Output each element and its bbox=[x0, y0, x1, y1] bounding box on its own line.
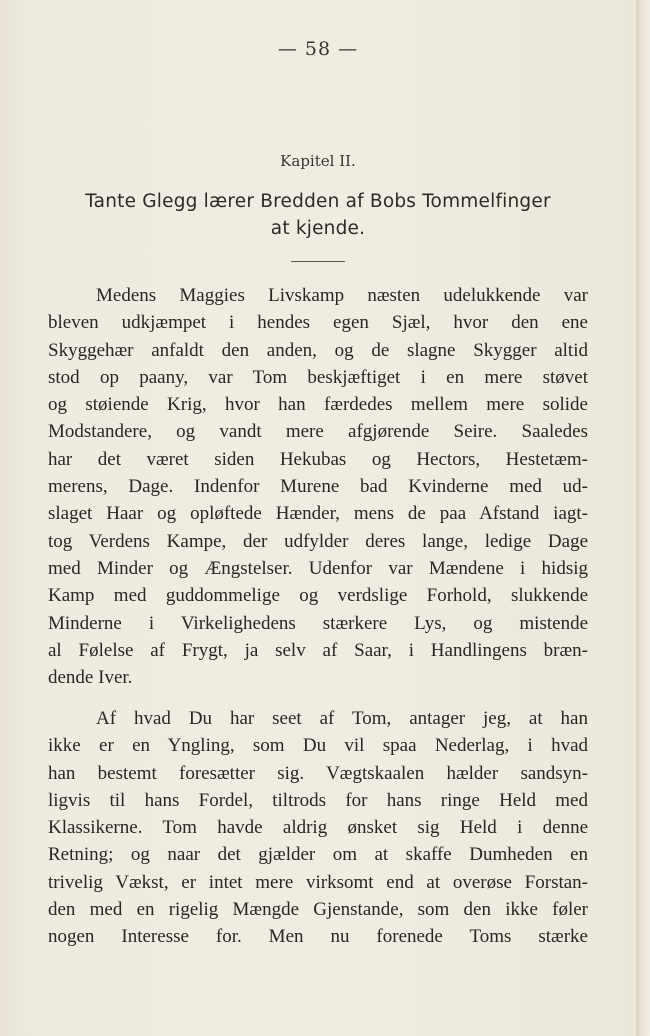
text-line: Medens Maggies Livskamp næsten udelukkende var bbox=[96, 285, 588, 306]
paragraph-2 bbox=[48, 705, 588, 951]
text-line: Kamp med guddommelige og verdslige Forhold, slukkende bbox=[48, 585, 588, 607]
text-line: slaget Haar og opløftede Hænder, mens de paa Afstand iagt- bbox=[48, 503, 588, 525]
text-line: ikke er en Yngling, som Du vil spaa Nederlag, i hvad bbox=[48, 735, 588, 757]
page-number: — 58 — bbox=[277, 38, 359, 60]
text-line: merens, Dage. Indenfor Murene bad Kvinderne med ud- bbox=[48, 476, 588, 498]
text-line: han bestemt foresætter sig. Vægtskaalen hælder sandsyn- bbox=[48, 762, 588, 784]
page-edge bbox=[636, 0, 650, 1036]
chapter-title-line: Tante Glegg lærer Bredden af Bobs Tommelfinger bbox=[85, 191, 551, 212]
chapter-title-line: at kjende. bbox=[270, 218, 366, 239]
text-line: Retning; og naar det gjælder om at skaffe Dumheden en bbox=[48, 844, 588, 866]
text-line: med Minder og Ængstelser. Udenfor var Mændene i hidsig bbox=[48, 557, 588, 579]
text-line: og støiende Krig, hvor han færdedes mellem mere solide bbox=[48, 394, 588, 416]
paragraph-1 bbox=[48, 282, 588, 691]
text-line: trivelig Vækst, er intet mere virksomt end at overøse Forstan- bbox=[48, 871, 588, 893]
text-line: Modstandere, og vandt mere afgjørende Seire. Saaledes bbox=[48, 421, 588, 443]
text-line: Skyggehær anfaldt den anden, og de slagne Skygger altid bbox=[48, 339, 588, 361]
section-divider bbox=[291, 261, 345, 262]
text-line: Klassikerne. Tom havde aldrig ønsket sig Held i denne bbox=[48, 817, 588, 839]
text-line: Minderne i Virkelighedens stærkere Lys, og mistende bbox=[48, 612, 588, 634]
text-line: ligvis til hans Fordel, tiltrods for hans ringe Held med bbox=[48, 789, 588, 811]
text-line: al Følelse af Frygt, ja selv af Saar, i Handlingens bræn- bbox=[48, 639, 588, 661]
text-line: bleven udkjæmpet i hendes egen Sjæl, hvor den ene bbox=[48, 312, 588, 334]
chapter-label: Kapitel II. bbox=[280, 152, 356, 170]
text-line: tog Verdens Kampe, der udfylder deres lange, ledige Dage bbox=[48, 530, 588, 552]
text-line: dende Iver. bbox=[48, 667, 133, 689]
text-line: stod op paany, var Tom beskjæftiget i en mere støvet bbox=[48, 366, 588, 388]
text-line: har det været siden Hekubas og Hectors, Hestetæm- bbox=[48, 448, 588, 470]
chapter-title bbox=[40, 188, 596, 242]
text-line: nogen Interesse for. Men nu forenede Toms stærke bbox=[48, 926, 588, 948]
text-line: Af hvad Du har seet af Tom, antager jeg, at han bbox=[96, 708, 588, 729]
text-line: den med en rigelig Mængde Gjenstande, som den ikke føler bbox=[48, 899, 588, 921]
